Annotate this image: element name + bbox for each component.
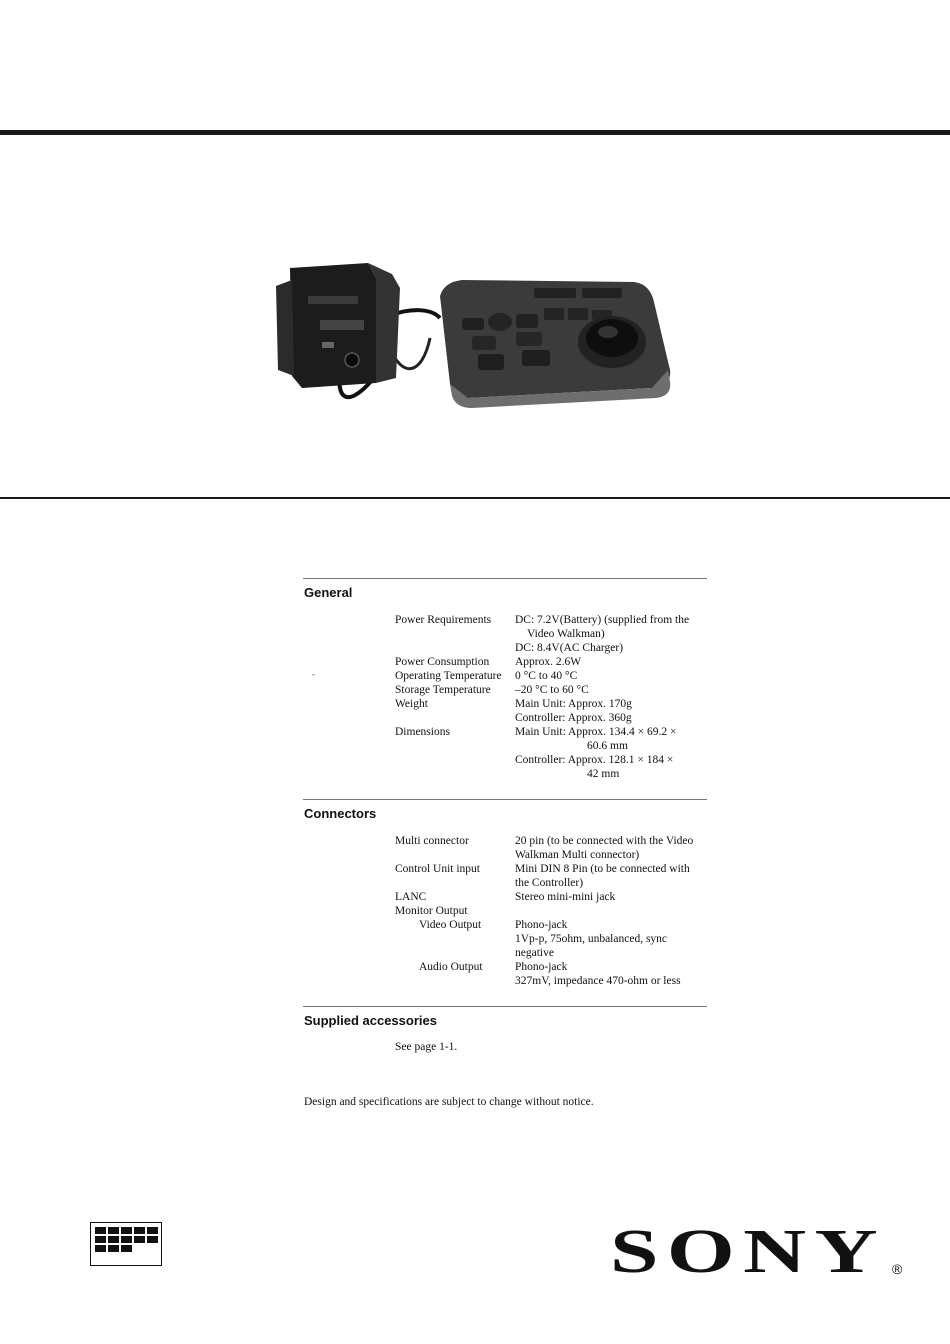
spec-label: Multi connector xyxy=(395,835,469,847)
spec-label: Weight xyxy=(395,698,428,710)
spec-label: Storage Temperature xyxy=(395,684,491,696)
footer-note: Design and specifications are subject to change without notice. xyxy=(304,1096,594,1108)
sony-wordmark: SONY xyxy=(610,1222,886,1278)
spec-row xyxy=(303,834,707,862)
spec-row xyxy=(303,1040,707,1054)
spec-row xyxy=(303,904,707,918)
spec-label: LANC xyxy=(395,891,427,903)
stray-mark: - xyxy=(312,669,315,679)
spec-value: DC: 7.2V(Battery) (supplied from the Video Walkman) DC: 8.4V(AC Charger) xyxy=(515,614,690,654)
block-logo xyxy=(90,1222,162,1266)
product-photo xyxy=(272,258,678,418)
spec-row xyxy=(303,918,707,960)
spec-value: Stereo mini-mini jack xyxy=(515,891,616,903)
spec-value: Main Unit: Approx. 170g Controller: Approx. 360g xyxy=(515,698,632,724)
spec-label: Dimensions xyxy=(395,726,450,738)
spec-label: Video Output xyxy=(419,919,482,931)
spec-value: –20 °C to 60 °C xyxy=(515,684,589,696)
section-general xyxy=(303,578,707,781)
spec-row xyxy=(303,697,707,725)
spec-row xyxy=(303,683,707,697)
section-rule xyxy=(303,1006,707,1007)
spec-label: Operating Temperature xyxy=(395,670,502,682)
spec-value: 0 °C to 40 °C xyxy=(515,670,578,682)
section-title: General xyxy=(304,585,353,600)
section-accessories xyxy=(303,1006,707,1054)
spec-value: Phono-jack 1Vp-p, 75ohm, unbalanced, sync negative xyxy=(515,919,668,959)
section-title: Supplied accessories xyxy=(304,1013,437,1028)
spec-label: Power Consumption xyxy=(395,656,490,668)
registered-mark: ® xyxy=(892,1261,903,1277)
spec-label: Power Requirements xyxy=(395,614,492,626)
spec-row xyxy=(303,890,707,904)
specifications xyxy=(303,578,707,1054)
spec-row xyxy=(303,669,707,683)
spec-label: Audio Output xyxy=(419,961,483,973)
spec-row xyxy=(303,655,707,669)
spec-value: Main Unit: Approx. 134.4 × 69.2 × 60.6 mm Controller: Approx. 128.1 × 184 × 42 mm xyxy=(515,726,677,780)
sony-logo xyxy=(610,1222,910,1278)
section-connectors xyxy=(303,799,707,988)
section-title: Connectors xyxy=(304,806,377,821)
middle-rule xyxy=(0,497,950,499)
spec-value: Approx. 2.6W xyxy=(515,656,582,668)
top-rule xyxy=(0,130,950,135)
spec-row xyxy=(303,862,707,890)
spec-value: Phono-jack 327mV, impedance 470-ohm or less xyxy=(515,961,681,987)
section-rule xyxy=(303,799,707,800)
spec-value xyxy=(515,904,707,918)
spec-label: Control Unit input xyxy=(395,863,480,875)
spec-row xyxy=(303,725,707,781)
spec-value: 20 pin (to be connected with the Video Walkman Multi connector) xyxy=(515,835,694,861)
spec-row xyxy=(303,960,707,988)
section-rule xyxy=(303,578,707,579)
spec-row xyxy=(303,613,707,655)
spec-value: See page 1-1. xyxy=(395,1041,458,1053)
spec-value: Mini DIN 8 Pin (to be connected with the Controller) xyxy=(515,863,690,889)
spec-label: Monitor Output xyxy=(395,905,468,917)
